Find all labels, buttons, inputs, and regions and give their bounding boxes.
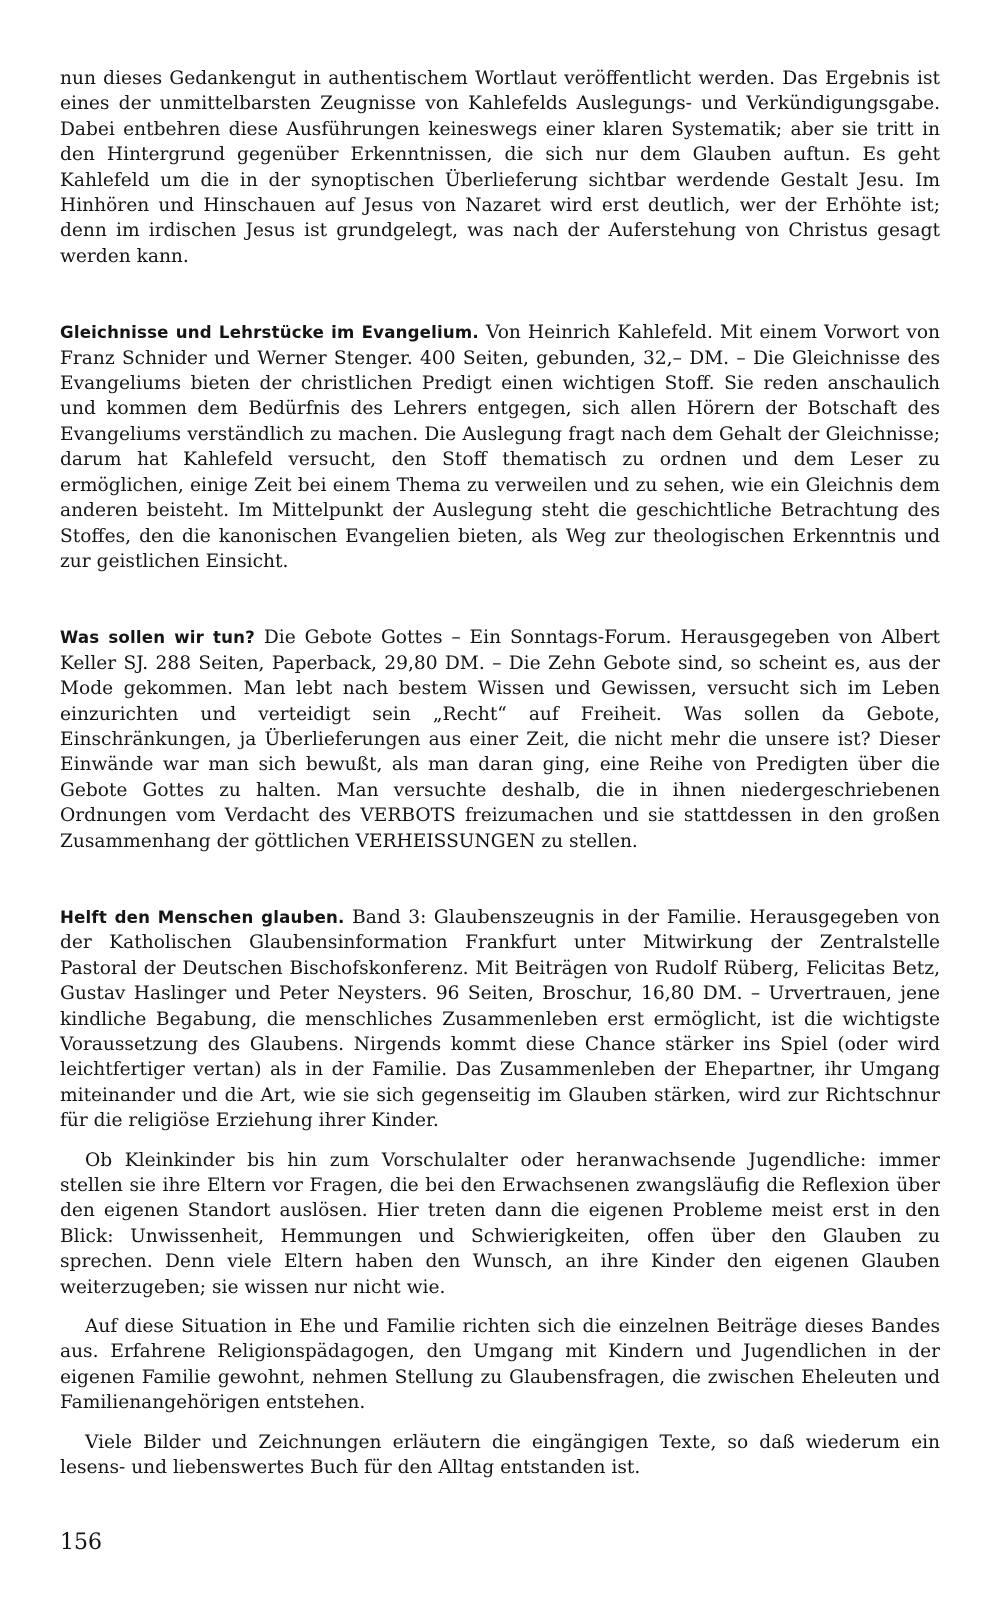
page-content bbox=[60, 66, 940, 1481]
entry-title: Helft den Menschen glauben. bbox=[60, 907, 345, 927]
intro-paragraph: nun dieses Gedankengut in authentischem Wortlaut veröffentlicht werden. Das Ergebnis ist eines der unmittelbarsten Zeugnisse von Kahlefelds Auslegungs- und Verkündigungsgabe. Dabei entbehren diese Ausführungen keineswegs einer klaren Systematik; aber sie tritt in den Hintergrund gegenüber Erkenntnissen, die sich nur dem Glauben auftun. Es geht Kahlefeld um die in der synoptischen Überlieferung sichtbar werdende Gestalt Jesu. Im Hinhören und Hinschauen auf Jesus von Nazaret wird erst deutlich, wer der Erhöhte ist; denn im irdischen Jesus ist grundgelegt, was nach der Auferstehung von Christus gesagt werden kann. bbox=[60, 68, 940, 267]
entry-helft-den-menschen-glauben bbox=[60, 905, 940, 1134]
continuation-paragraph: Viele Bilder und Zeichnungen erläutern die eingängigen Texte, so daß wiederum ein lesens- und liebenswertes Buch für den Alltag entstanden ist. bbox=[60, 1431, 940, 1479]
entry-body: Die Gebote Gottes – Ein Sonntags-Forum. Herausgegeben von Albert Keller SJ. 288 Seiten, Paperback, 29,80 DM. – Die Zehn Gebote sind, so scheint es, aus der Mode gekommen. Man lebt nach bestem Wissen und Gewissen, versucht sich im Leben einzurichten und verteidigt sein „Recht“ auf Freiheit. Was sollen da Gebote, Einschränkungen, ja Überlieferungen aus einer Zeit, die nicht mehr die unsere ist? Dieser Einwände war man sich bewußt, als man daran ging, eine Reihe von Predigten über die Gebote Gottes zu halten. Man versuchte deshalb, die in ihnen niedergeschriebenen Ordnungen vom Verdacht des VERBOTS freizumachen und sie stattdessen in den großen Zusammenhang der göttlichen VERHEISSUNGEN zu stellen. bbox=[60, 627, 940, 852]
entry-title: Was sollen wir tun? bbox=[60, 628, 255, 648]
entry-gleichnisse bbox=[60, 320, 940, 574]
entry-body: Band 3: Glaubenszeugnis in der Familie. Herausgegeben von der Katholischen Glaubensinformation Frankfurt unter Mitwirkung der Zentralstelle Pastoral der Deutschen Bischofskonferenz. Mit Beiträgen von Rudolf Rüberg, Felicitas Betz, Gustav Haslinger und Peter Neysters. 96 Seiten, Broschur, 16,80 DM. – Urvertrauen, jene kindliche Begabung, die menschliches Zusammenleben erst ermöglicht, ist die wichtigste Voraussetzung des Glaubens. Nirgends kommt diese Chance stärker ins Spiel (oder wird leichtfertiger vertan) als in der Familie. Das Zusammenleben der Ehepartner, ihr Umgang miteinander und die Art, wie sie sich gegenseitig im Glauben stärken, wird zur Richtschnur für die religiöse Erziehung ihrer Kinder. bbox=[60, 906, 940, 1132]
entry-title: Gleichnisse und Lehrstücke im Evangelium. bbox=[60, 323, 479, 343]
entry-was-sollen-wir-tun bbox=[60, 625, 940, 854]
continuation-paragraph: Ob Kleinkinder bis hin zum Vorschulalter oder heranwachsende Jugendliche: immer stellen sie ihre Eltern vor Fragen, die bei den Erwachsenen zwangsläufig die Reflexion über den eigenen Standort auslösen. Hier treten dann die eigenen Probleme meist erst in den Blick: Unwissenheit, Hemmungen und Schwierigkeiten, offen über den Glauben zu sprechen. Denn viele Eltern haben den Wunsch, an ihre Kinder den eigenen Glauben weiterzugeben; sie wissen nur nicht wie. bbox=[60, 1149, 940, 1298]
page-number: 156 bbox=[60, 1530, 102, 1555]
entry-body: Von Heinrich Kahlefeld. Mit einem Vorwort von Franz Schnider und Werner Stenger. 400 Seiten, gebunden, 32,– DM. – Die Gleichnisse des Evangeliums bieten der christlichen Predigt einen wichtigen Stoff. Sie reden anschaulich und kommen dem Bedürfnis des Lehrers entgegen, sich allen Hörern der Botschaft des Evangeliums verständlich zu machen. Die Auslegung fragt nach dem Gehalt der Gleichnisse; darum hat Kahlefeld versucht, den Stoff thematisch zu ordnen und dem Leser zu ermöglichen, einige Zeit bei einem Thema zu verweilen und zu sehen, wie ein Gleichnis dem anderen beisteht. Im Mittelpunkt der Auslegung steht die geschichtliche Betrachtung des Stoffes, den die kanonischen Evangelien bieten, als Weg zur theologischen Erkenntnis und zur geistlichen Einsicht. bbox=[60, 322, 940, 572]
continuation-paragraph: Auf diese Situation in Ehe und Familie richten sich die einzelnen Beiträge dieses Bandes aus. Erfahrene Religionspädagogen, den Umgang mit Kindern und Jugendlichen in der eigenen Familie gewohnt, nehmen Stellung zu Glaubensfragen, die zwischen Eheleuten und Familienangehörigen entstehen. bbox=[60, 1316, 940, 1414]
